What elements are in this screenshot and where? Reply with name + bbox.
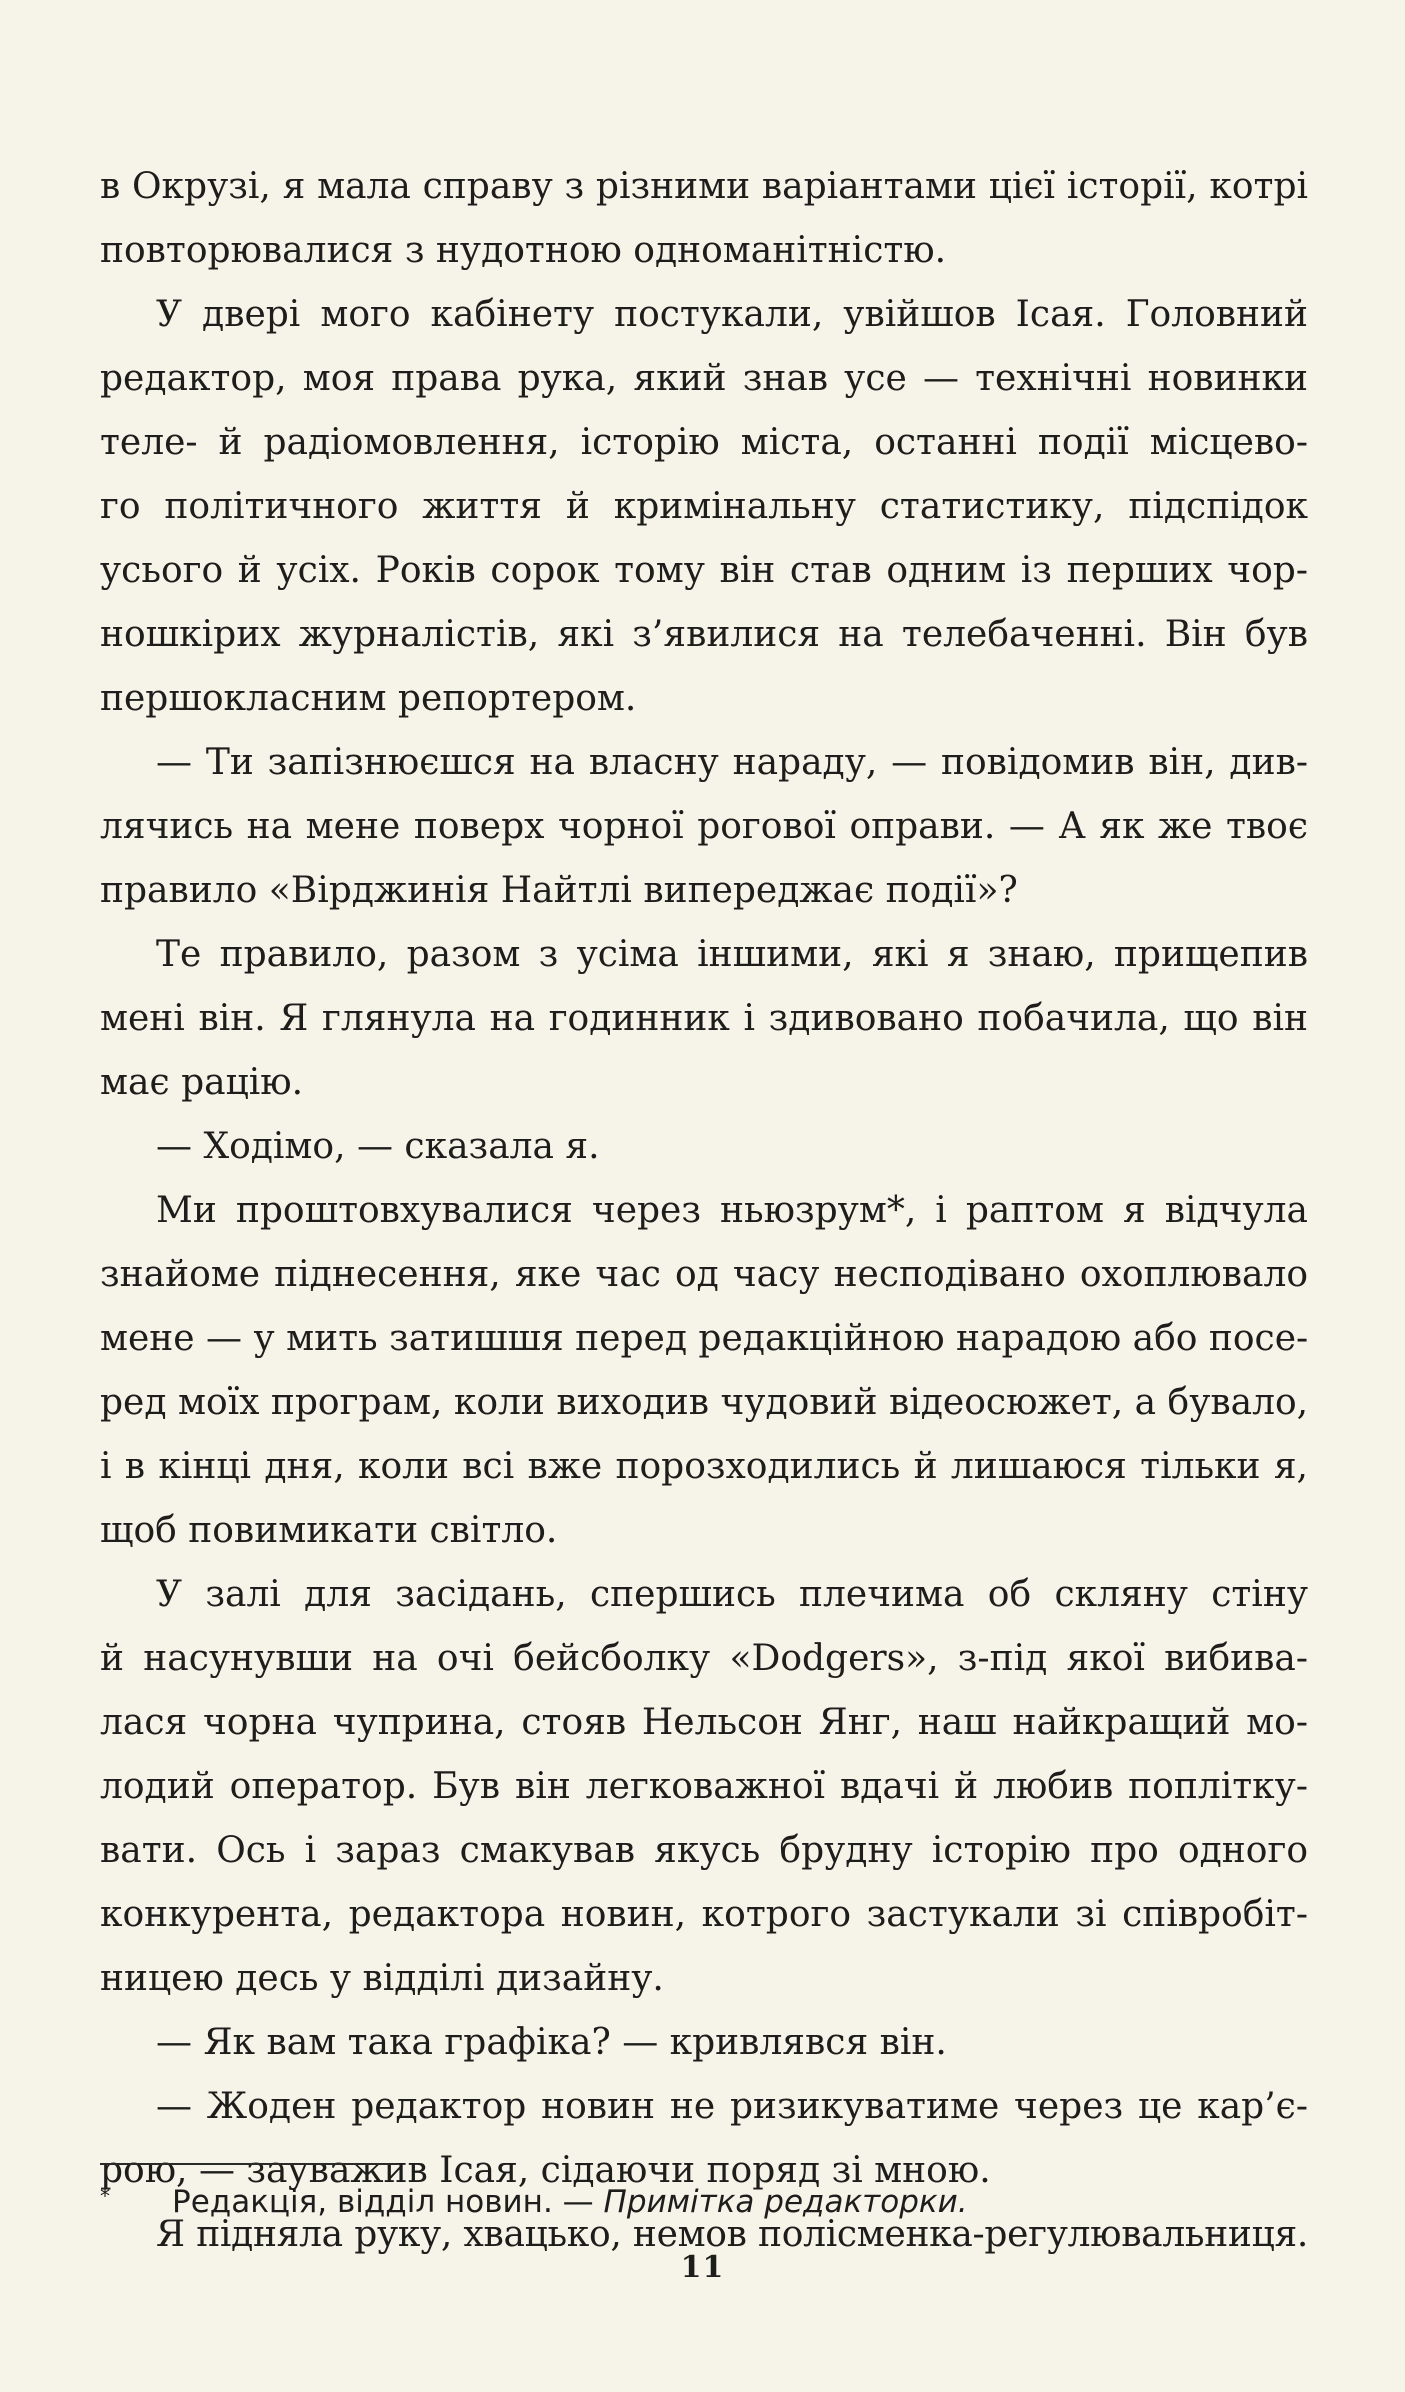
text-line: мене — у мить затишшя перед редакційною нарадою або посе- — [100, 1318, 1309, 1359]
text-line: теле- й радіомовлення, історію міста, останні події місцево- — [100, 422, 1308, 463]
text-line: Я підняла руку, хвацько, немов полісменка-регулювальниця. — [156, 2214, 1308, 2255]
text-line: конкурента, редактора новин, котрого застукали зі співробіт- — [100, 1894, 1308, 1935]
text-line: лася чорна чуприна, стояв Нельсон Янг, наш найкращий мо- — [100, 1702, 1308, 1743]
footnote-note: Примітка редакторки. — [603, 2184, 968, 2220]
text-line: У залі для засідань, спершись плечима об скляну стіну — [156, 1574, 1308, 1615]
text-line: — Ходімо, — сказала я. — [156, 1126, 600, 1167]
text-line: в Окрузі, я мала справу з різними варіантами цієї історії, котрі — [100, 166, 1308, 207]
text-line: — Як вам така графіка? — кривлявся він. — [156, 2022, 947, 2063]
text-line: і в кінці дня, коли всі вже порозходились й лишаюся тільки я, — [100, 1446, 1308, 1487]
footnote-body: Редакція, відділ новин. — — [172, 2184, 604, 2220]
footnote-marker: * — [100, 2184, 110, 2208]
text-line: правило «Вірджинія Найтлі випереджає події»? — [100, 870, 1018, 911]
footnote-divider — [100, 2163, 398, 2165]
text-line: знайоме піднесення, яке час од часу несподівано охоплювало — [100, 1254, 1308, 1295]
text-line: ницею десь у відділі дизайну. — [100, 1958, 664, 1999]
text-line: вати. Ось і зараз смакував якусь брудну історію про одного — [100, 1830, 1308, 1871]
text-line: й насунувши на очі бейсболку «Dodgers», з-під якої вибива- — [100, 1638, 1308, 1679]
text-line: має рацію. — [100, 1062, 304, 1103]
text-line: — Ти запізнюєшся на власну нараду, — повідомив він, див- — [156, 742, 1308, 783]
text-line: мені він. Я глянула на годинник і здивовано побачила, що він — [100, 998, 1308, 1039]
text-line: Те правило, разом з усіма іншими, які я знаю, прищепив — [156, 934, 1308, 975]
text-line: повторювалися з нудотною одноманітністю. — [100, 230, 947, 271]
text-line: щоб повимикати світло. — [100, 1510, 558, 1551]
text-line: — Жоден редактор новин не ризикуватиме через це кар’є- — [156, 2086, 1308, 2127]
text-line: рою, — зауважив Ісая, сідаючи поряд зі мною. — [100, 2150, 991, 2191]
text-line: ношкірих журналістів, які з’явилися на телебаченні. Він був — [100, 614, 1308, 655]
text-line: першокласним репортером. — [100, 678, 637, 719]
text-line: редактор, моя права рука, який знав усе — технічні новинки — [100, 358, 1308, 399]
page-number: 11 — [680, 2250, 725, 2285]
text-line: Ми проштовхувалися через ньюзрум*, і раптом я відчула — [156, 1190, 1308, 1231]
text-line: ред моїх програм, коли виходив чудовий відеосюжет, а бувало, — [100, 1382, 1309, 1423]
footnote-text — [172, 2180, 968, 2224]
text-line: лячись на мене поверх чорної рогової оправи. — А як же твоє — [100, 806, 1308, 847]
text-line: лодий оператор. Був він легковажної вдачі й любив поплітку- — [100, 1766, 1308, 1807]
text-line: го політичного життя й кримінальну статистику, підспідок — [100, 486, 1308, 527]
text-line: У двері мого кабінету постукали, увійшов Ісая. Головний — [156, 294, 1308, 335]
text-line: усього й усіх. Років сорок тому він став одним із перших чор- — [100, 550, 1308, 591]
